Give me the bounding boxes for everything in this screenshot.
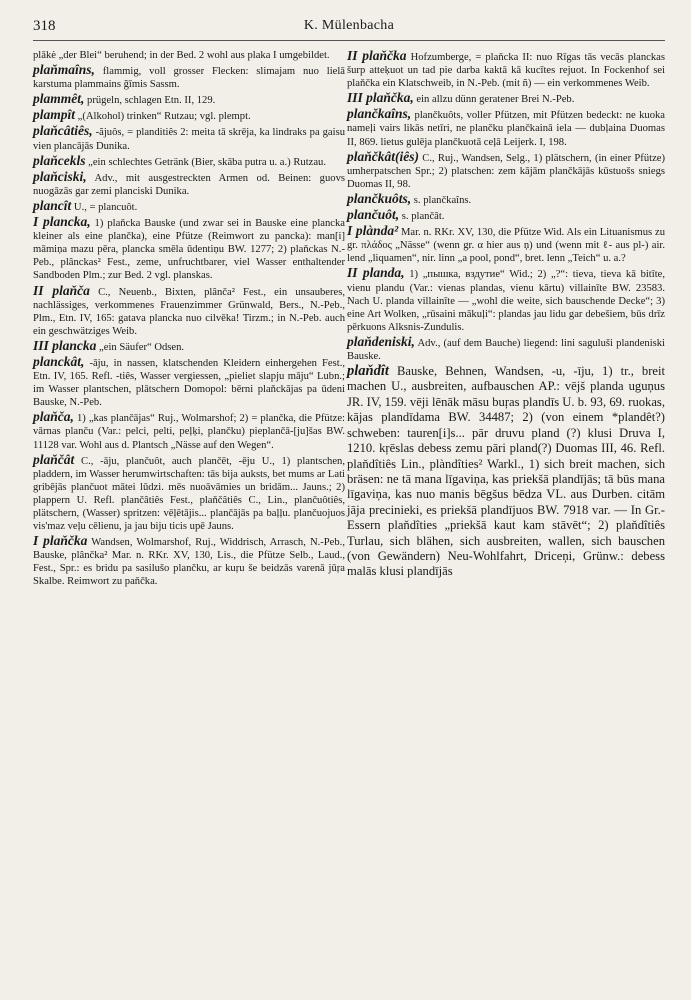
dictionary-entry: [347, 224, 665, 265]
entry-headword: plaňdeniski,: [347, 333, 415, 349]
dictionary-entry: [33, 410, 345, 451]
entry-headword: plaňciski,: [33, 168, 87, 184]
entry-headword: planckât,: [33, 353, 85, 369]
entry-text: -āju, in nassen, klatschenden Kleidern einhergehen Fest., Etn. IV, 165. Refl. -tiês, Wasser vergiessen, „pieliet slapju māju“ Lubn.; im Wasser plantschen, plātschern Domopol: bērni plaňckājas pa ūdeni Bauske, N.-Peb.: [33, 357, 345, 409]
dictionary-entry: [33, 124, 345, 152]
entry-headword: II planda,: [347, 265, 405, 281]
entry-text: Wandsen, Wolmarshof, Ruj., Widdrisch, Arrasch, N.-Peb., Bauske, plânčka² Mar. n. RKr. XV, 130, Lis., die Pfütze Selb., Laud., Fest., Spr.: es bridu pa sasilušo plančku, ar kuŗu še beidzās varenā jūŗa Skalbe. Reimwort zu paňčka.: [33, 537, 345, 588]
entry-text: Adv., (auf dem Bauche) liegend: lini saguluši plandeniski Bauske.: [347, 337, 665, 362]
entry-headword: plammêt,: [33, 91, 85, 107]
entry-text: s. plančkaîns.: [411, 194, 472, 206]
dictionary-entry: [347, 192, 665, 207]
dictionary-entry: [33, 154, 345, 169]
columns: [33, 49, 665, 590]
right-column-small: [347, 49, 665, 363]
entry-text: C., -āju, plančuôt, auch plančēt, -ēju U., 1) plantschen, pladdern, im Wasser herumwirtschaften: tās bija auksts, bet mums ar Lati gribējās plančuot mātei lūdzi. mēs nuoāvāmies un bridām... Jauns.; 2) plappern U. Refl. plančâtiês Fest., plaňčâtiês C., Lin., plančuôtiês, plätschern, (Wasser) spritzen: vēļētājis... plančājās pa baļļu. plančuojuos vis'maz veļu cēlienu, ja jau biju ticis upē Jauns.: [33, 455, 345, 533]
dictionary-entry: [33, 284, 345, 338]
entry-text: flammig, voll grosser Flecken: slimajam nuo lielā karstuma plammains ğīmis Sassm.: [33, 66, 345, 91]
entry-headword: plancît: [33, 197, 72, 213]
dictionary-entry: [33, 63, 345, 91]
entry-headword: plančkaîns,: [347, 106, 412, 122]
entry-text: 1) plaňcka Bauske (und zwar sei in Bauske eine plancka kleiner als eine plančka), eine Pfütze (Reimwort zu pancka): man[i] māmiņa mazu pēra, plancka smēla ūdentiņu BW. 1277; 2) plaňckas N.-Peb., plânckas² Fest., zeme, unfruchtbarer, viel Wasser enthaltender Sandboden Plm.; zur Bed. 2 vgl. planskas.: [33, 218, 345, 282]
dictionary-entry: [347, 335, 665, 363]
dictionary-entry: [33, 355, 345, 409]
entry-headword: plampît: [33, 107, 76, 123]
entry-headword: III plaňčka,: [347, 90, 414, 106]
entry-headword: I plànda²: [347, 223, 399, 239]
left-column: [33, 49, 345, 590]
entry-text: „(Alkohol) trinken“ Rutzau; vgl. plempt.: [75, 111, 251, 123]
entry-text: „ein Säufer“ Odsen.: [96, 341, 185, 353]
entry-headword: II plaňčka: [347, 48, 407, 63]
entry-headword: plaňcâtiês,: [33, 123, 93, 139]
entry-text: C., Neuenb., Bixten, plânča² Fest., ein unsauberes, nachlässiges, verkommenes Frauenzimmer Grünwald, Bers., N.-Peb., Plm., Etn. IV, 165: gatava plancka nuo cilvēka! Tirzm.; in N.-Peb. auch ein geschwätziges Weib.: [33, 286, 345, 337]
entry-headword: plančkuôts,: [347, 190, 412, 206]
dictionary-entry: [33, 92, 345, 107]
entry-text: Mar. n. RKr. XV, 130, die Pfütze Wid. Als ein Lituanismus zu gr. πλάδος „Nässe“ (wenn gr. α hier aus ņ) und (wenn mit ℓ- aus pl-) air. lend „liquamen“, nir. linn „a pool, pond“, bret. lenn „Teich“ u. a.?: [347, 227, 665, 265]
entry-text: Bauske, Behnen, Wandsen, -u, -īju, 1) tr., breit machen U., ausbreiten, aufbauschen AP.: vējš planda uguņus JR. IV, 159. vēji lēnāk māsu buŗas plandīs U. b. 93, 69. ruokas, kājas plandīdama BW. 34487; 2) (von einem *plandêt?) schweben: tauren[i]s... pār druvu pland (?) klusi Druva I, 1210. kŗēslas debess zemu pāri pland(?) Duomas III, 46. Refl. plaňdîtiês Lin., plàndîties² Warkl., 1) sich breit machen, sich bräsen: ne tā mana līgaviņa, kas priekšā plandījās; tā būs mana līgaviņa, kas nuo manis bēgšus bēdza VL. aus Durben. citām jāja precinieki, es priekšā plandījuos BW. 7918 var. — In Gr.-Essern plaňdîties „priekšā kaut kam stāvēt“; 2) plaňdîtiês Turlau, sich blähen, sich ausbreiten, wallen, sich bauschen (von Gewändern) Neu-Wohlfahrt, Driceņi, Grünw.: debess malās klusi plandījās: [347, 364, 665, 579]
dictionary-entry: [347, 364, 665, 580]
dictionary-entry: [347, 91, 665, 106]
entry-headword: plaňcekls: [33, 152, 86, 168]
running-head: K. Mülenbacha: [303, 18, 395, 33]
page-number: 318: [33, 18, 56, 34]
entry-headword: III plancka: [33, 337, 97, 353]
entry-headword: plaňčkât(iês): [347, 148, 419, 164]
dictionary-entry: [347, 107, 665, 148]
dictionary-entry: [347, 266, 665, 333]
entry-headword: plaňčât: [33, 451, 75, 467]
entry-text: U., = plancuôt.: [71, 201, 138, 213]
entry-text: plančkuôts, voller Pfützen, mit Pfützen bedeckt: ne kuoka nameļi vairs likās netīri, ne plančku plančkainā iela — dubļaina Duomas II, 869. lietus gulēja plančkuotā ceļā Leijerk. I, 198.: [347, 110, 665, 148]
entry-text: C., Ruj., Wandsen, Selg., 1) plätschern, (in einer Pfütze) umherpatschen Spr.; 2) platschen: zem kājām plančkājās kūstuošs sniegs Duomas II, 98.: [347, 152, 665, 190]
entry-text: -ãjuôs, = planditiês 2: meita tā skrēja, ka lindraks pa gaisu vien plancājās Dunika.: [33, 127, 345, 152]
entry-text: prügeln, schlagen Etn. II, 129.: [84, 95, 216, 107]
dictionary-entry: [33, 199, 345, 214]
dictionary-entry: [33, 339, 345, 354]
right-column: [347, 49, 665, 590]
right-column-large: [347, 364, 665, 580]
entry-text: „ein schlechtes Getränk (Bier, skāba putra u. a.) Rutzau.: [85, 156, 326, 168]
entry-text: s. plančât.: [399, 211, 445, 223]
dictionary-entry: [33, 534, 345, 588]
page-header: [33, 18, 665, 41]
entry-text: ein allzu dünn geratener Brei N.-Peb.: [413, 94, 575, 106]
dictionary-entry: [347, 49, 665, 90]
entry-text: plākė „der Blei“ beruhend; in der Bed. 2 wohl aus plaka I umgebildet.: [33, 50, 330, 61]
entry-text: Hofzumberge, = plaňcka II: nuo Rīgas tās vecās planckas šurp atteķuot un tad pie darba kaktā kā kucītes rejuot. In Fockenhof sei plaňčka ein Klatschweib, in N.-Peb. (mit ñ) — ein verkommenes Weib.: [347, 52, 665, 90]
entry-headword: I plancka,: [33, 214, 91, 230]
dictionary-entry: [347, 150, 665, 191]
entry-headword: plaňča,: [33, 409, 74, 425]
entry-headword: plančuôt,: [347, 207, 400, 223]
dictionary-entry: [33, 215, 345, 282]
dictionary-entry: [347, 208, 665, 223]
dictionary-entry: [33, 453, 345, 534]
entry-headword: plaňmaîns,: [33, 62, 95, 78]
entry-headword: II plaňča: [33, 282, 90, 298]
entry-text: Adv., mit ausgestreckten Armen od. Beinen: guovs nuogāzās gar zemi planciski Dunika.: [33, 172, 345, 197]
dictionary-entry: [33, 170, 345, 198]
entry-text: 1) „пышка, вздутие“ Wid.; 2) „?“: tieva, tieva kā bitīte, vienu plandu (Var.: vienas plandas, vienu kārtu) villainīte BW. 23583. Nach U. planda villainīte — „wohl die weite, sich bauschende Decke“; 3) eine Art Wolken, „rūsaini mākuļi“: plandas jau lidu gar debešiem, būs drīz pērkuons Alksnis-Zundulis.: [347, 269, 665, 333]
entry-headword: plaňdît: [347, 363, 389, 380]
entry-text: 1) „kas plančājas“ Ruj., Wolmarshof; 2) = plančka, die Pfütze: vārnas planču (Var.: pelci, pelti, peļķi, plančku) pieplančā-[ju]šas BW. 11128 var. Wohl aus d. Plantsch „Nässe auf den Wegen“.: [33, 413, 345, 451]
dictionary-entry: [33, 49, 345, 62]
entry-headword: I plaňčka: [33, 533, 88, 549]
dictionary-entry: [33, 108, 345, 123]
